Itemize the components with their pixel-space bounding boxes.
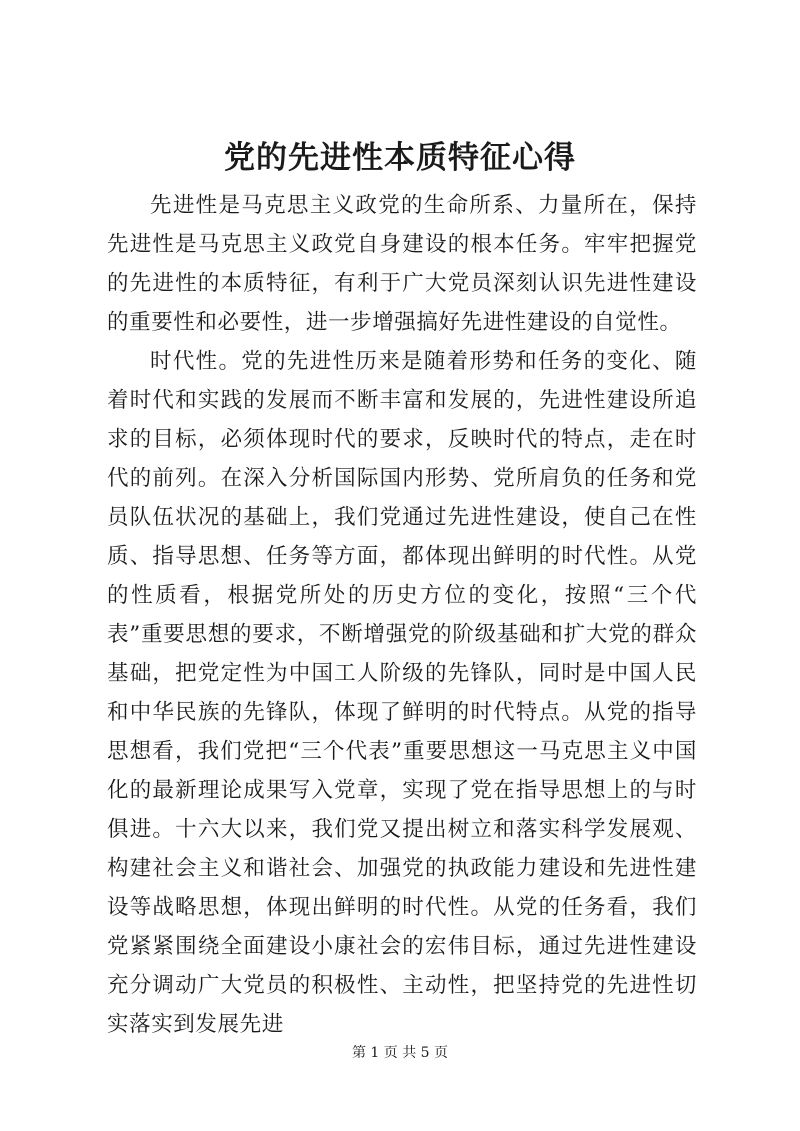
document-body: [107, 186, 697, 1044]
paragraph-era: 时代性。党的先进性历来是随着形势和任务的变化、随着时代和实践的发展而不断丰富和发展的，先进性建设所追求的目标，必须体现时代的要求，反映时代的特点，走在时代的前列。在深入分析国际国内形势、党所肩负的任务和党员队伍状况的基础上，我们党通过先进性建设，使自己在性质、指导思想、任务等方面，都体现出鲜明的时代性。从党的性质看，根据党所处的历史方位的变化，按照“三个代表”重要思想的要求，不断增强党的阶级基础和扩大党的群众基础，把党定性为中国工人阶级的先锋队，同时是中国人民和中华民族的先锋队，体现了鲜明的时代特点。从党的指导思想看，我们党把“三个代表”重要思想这一马克思主义中国化的最新理论成果写入党章，实现了党在指导思想上的与时俱进。十六大以来，我们党又提出树立和落实科学发展观、构建社会主义和谐社会、加强党的执政能力建设和先进性建设等战略思想，体现出鲜明的时代性。从党的任务看，我们党紧紧围绕全面建设小康社会的宏伟目标，通过先进性建设充分调动广大党员的积极性、主动性，把坚持党的先进性切实落实到发展先进: [107, 349, 697, 1037]
page-footer: 第 1 页 共 5 页: [351, 1045, 449, 1061]
document-title: 党的先进性本质特征心得: [224, 140, 576, 176]
paragraph-intro: 先进性是马克思主义政党的生命所系、力量所在，保持先进性是马克思主义政党自身建设的根本任务。牢牢把握党的先进性的本质特征，有利于广大党员深刻认识先进性建设的重要性和必要性，进一步增强搞好先进性建设的自觉性。: [107, 193, 697, 335]
